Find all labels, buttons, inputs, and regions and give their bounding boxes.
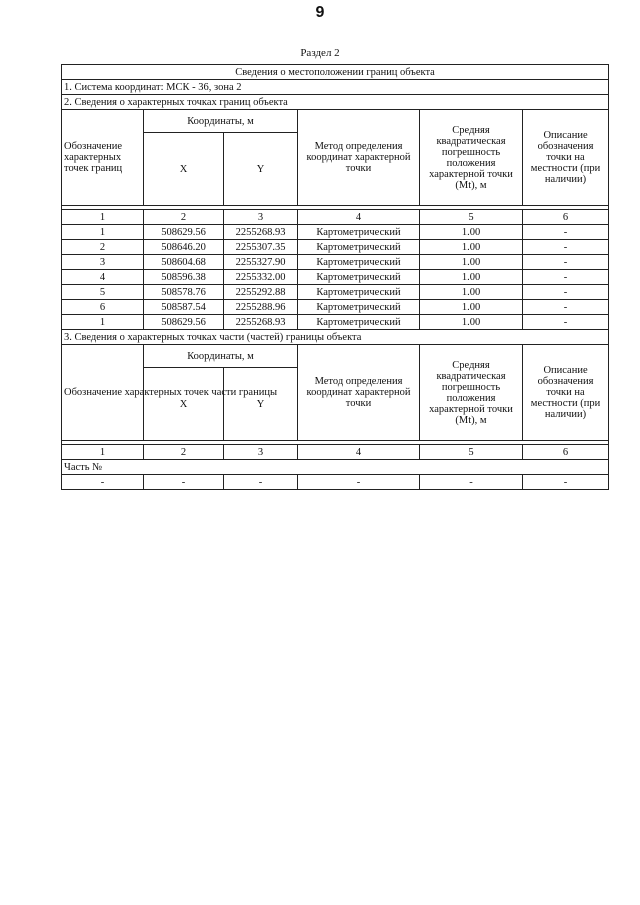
table-row	[62, 240, 609, 255]
accuracy-cell: 1.00	[420, 285, 523, 300]
x-coordinate-cell: -	[144, 475, 224, 490]
method-cell: Картометрический	[298, 225, 420, 240]
column-number-row	[62, 210, 609, 225]
header-coordinates: Координаты, м	[144, 110, 298, 133]
description-cell: -	[523, 255, 609, 270]
description-cell: -	[523, 475, 609, 490]
table-row	[62, 255, 609, 270]
method-cell: Картометрический	[298, 270, 420, 285]
x-coordinate-cell: 508604.68	[144, 255, 224, 270]
column-number: 5	[420, 210, 523, 225]
accuracy-cell: -	[420, 475, 523, 490]
x-coordinate-cell: 508629.56	[144, 225, 224, 240]
column-number: 2	[144, 210, 224, 225]
description-cell: -	[523, 240, 609, 255]
section3-title: 3. Сведения о характерных точках части (частей) границы объекта	[62, 330, 609, 345]
column-number: 3	[224, 210, 298, 225]
header-point-designation: Обозначение характерных точек границ	[62, 110, 144, 206]
table-row	[62, 285, 609, 300]
column-number: 1	[62, 445, 144, 460]
y-coordinate-cell: 2255268.93	[224, 315, 298, 330]
x-coordinate-cell: 508596.38	[144, 270, 224, 285]
header-coordinates-part: Координаты, м	[144, 345, 298, 368]
column-number: 1	[62, 210, 144, 225]
column-number: 6	[523, 445, 609, 460]
point-id-cell: 4	[62, 270, 144, 285]
header-part-point-designation: Обозначение характерных точек части границы	[62, 345, 144, 441]
y-coordinate-cell: 2255292.88	[224, 285, 298, 300]
accuracy-cell: 1.00	[420, 240, 523, 255]
boundary-table	[61, 64, 609, 490]
page-number: 9	[315, 4, 325, 21]
accuracy-cell: 1.00	[420, 255, 523, 270]
y-coordinate-cell: 2255327.90	[224, 255, 298, 270]
header-description-part: Описание обозначения точки на местности (при наличии)	[523, 345, 609, 441]
method-cell: Картометрический	[298, 285, 420, 300]
description-cell: -	[523, 285, 609, 300]
method-cell: Картометрический	[298, 315, 420, 330]
table-title: Сведения о местоположении границ объекта	[62, 65, 609, 80]
column-number-row-part	[62, 445, 609, 460]
header-method: Метод определения координат характерной точки	[298, 110, 420, 206]
point-id-cell: -	[62, 475, 144, 490]
column-number: 5	[420, 445, 523, 460]
x-coordinate-cell: 508646.20	[144, 240, 224, 255]
header-y-part: Y	[224, 368, 298, 441]
table-row	[62, 270, 609, 285]
column-number: 3	[224, 445, 298, 460]
table-row	[62, 300, 609, 315]
y-coordinate-cell: -	[224, 475, 298, 490]
point-id-cell: 2	[62, 240, 144, 255]
x-coordinate-cell: 508587.54	[144, 300, 224, 315]
header-description: Описание обозначения точки на местности (при наличии)	[523, 110, 609, 206]
y-coordinate-cell: 2255268.93	[224, 225, 298, 240]
column-number: 2	[144, 445, 224, 460]
header-accuracy: Средняя квадратическая погрешность положения характерной точки (Mt), м	[420, 110, 523, 206]
method-cell: Картометрический	[298, 300, 420, 315]
point-id-cell: 1	[62, 315, 144, 330]
coordinate-system: 1. Система координат: МСК - 36, зона 2	[62, 80, 609, 95]
accuracy-cell: 1.00	[420, 225, 523, 240]
header-x-part: X	[144, 368, 224, 441]
header-x: X	[144, 133, 224, 206]
section-label: Раздел 2	[300, 47, 340, 59]
y-coordinate-cell: 2255307.35	[224, 240, 298, 255]
section2-title: 2. Сведения о характерных точках границ объекта	[62, 95, 609, 110]
accuracy-cell: 1.00	[420, 315, 523, 330]
description-cell: -	[523, 315, 609, 330]
description-cell: -	[523, 300, 609, 315]
column-number: 6	[523, 210, 609, 225]
point-id-cell: 6	[62, 300, 144, 315]
method-cell: Картометрический	[298, 255, 420, 270]
table-row	[62, 315, 609, 330]
method-cell: -	[298, 475, 420, 490]
description-cell: -	[523, 270, 609, 285]
column-number: 4	[298, 210, 420, 225]
header-method-part: Метод определения координат характерной точки	[298, 345, 420, 441]
y-coordinate-cell: 2255288.96	[224, 300, 298, 315]
point-id-cell: 3	[62, 255, 144, 270]
accuracy-cell: 1.00	[420, 270, 523, 285]
table-row	[62, 225, 609, 240]
part-label: Часть №	[62, 460, 609, 475]
point-id-cell: 5	[62, 285, 144, 300]
method-cell: Картометрический	[298, 240, 420, 255]
header-y: Y	[224, 133, 298, 206]
header-accuracy-part: Средняя квадратическая погрешность положения характерной точки (Mt), м	[420, 345, 523, 441]
accuracy-cell: 1.00	[420, 300, 523, 315]
x-coordinate-cell: 508578.76	[144, 285, 224, 300]
table-row	[62, 475, 609, 490]
point-id-cell: 1	[62, 225, 144, 240]
y-coordinate-cell: 2255332.00	[224, 270, 298, 285]
description-cell: -	[523, 225, 609, 240]
x-coordinate-cell: 508629.56	[144, 315, 224, 330]
column-number: 4	[298, 445, 420, 460]
